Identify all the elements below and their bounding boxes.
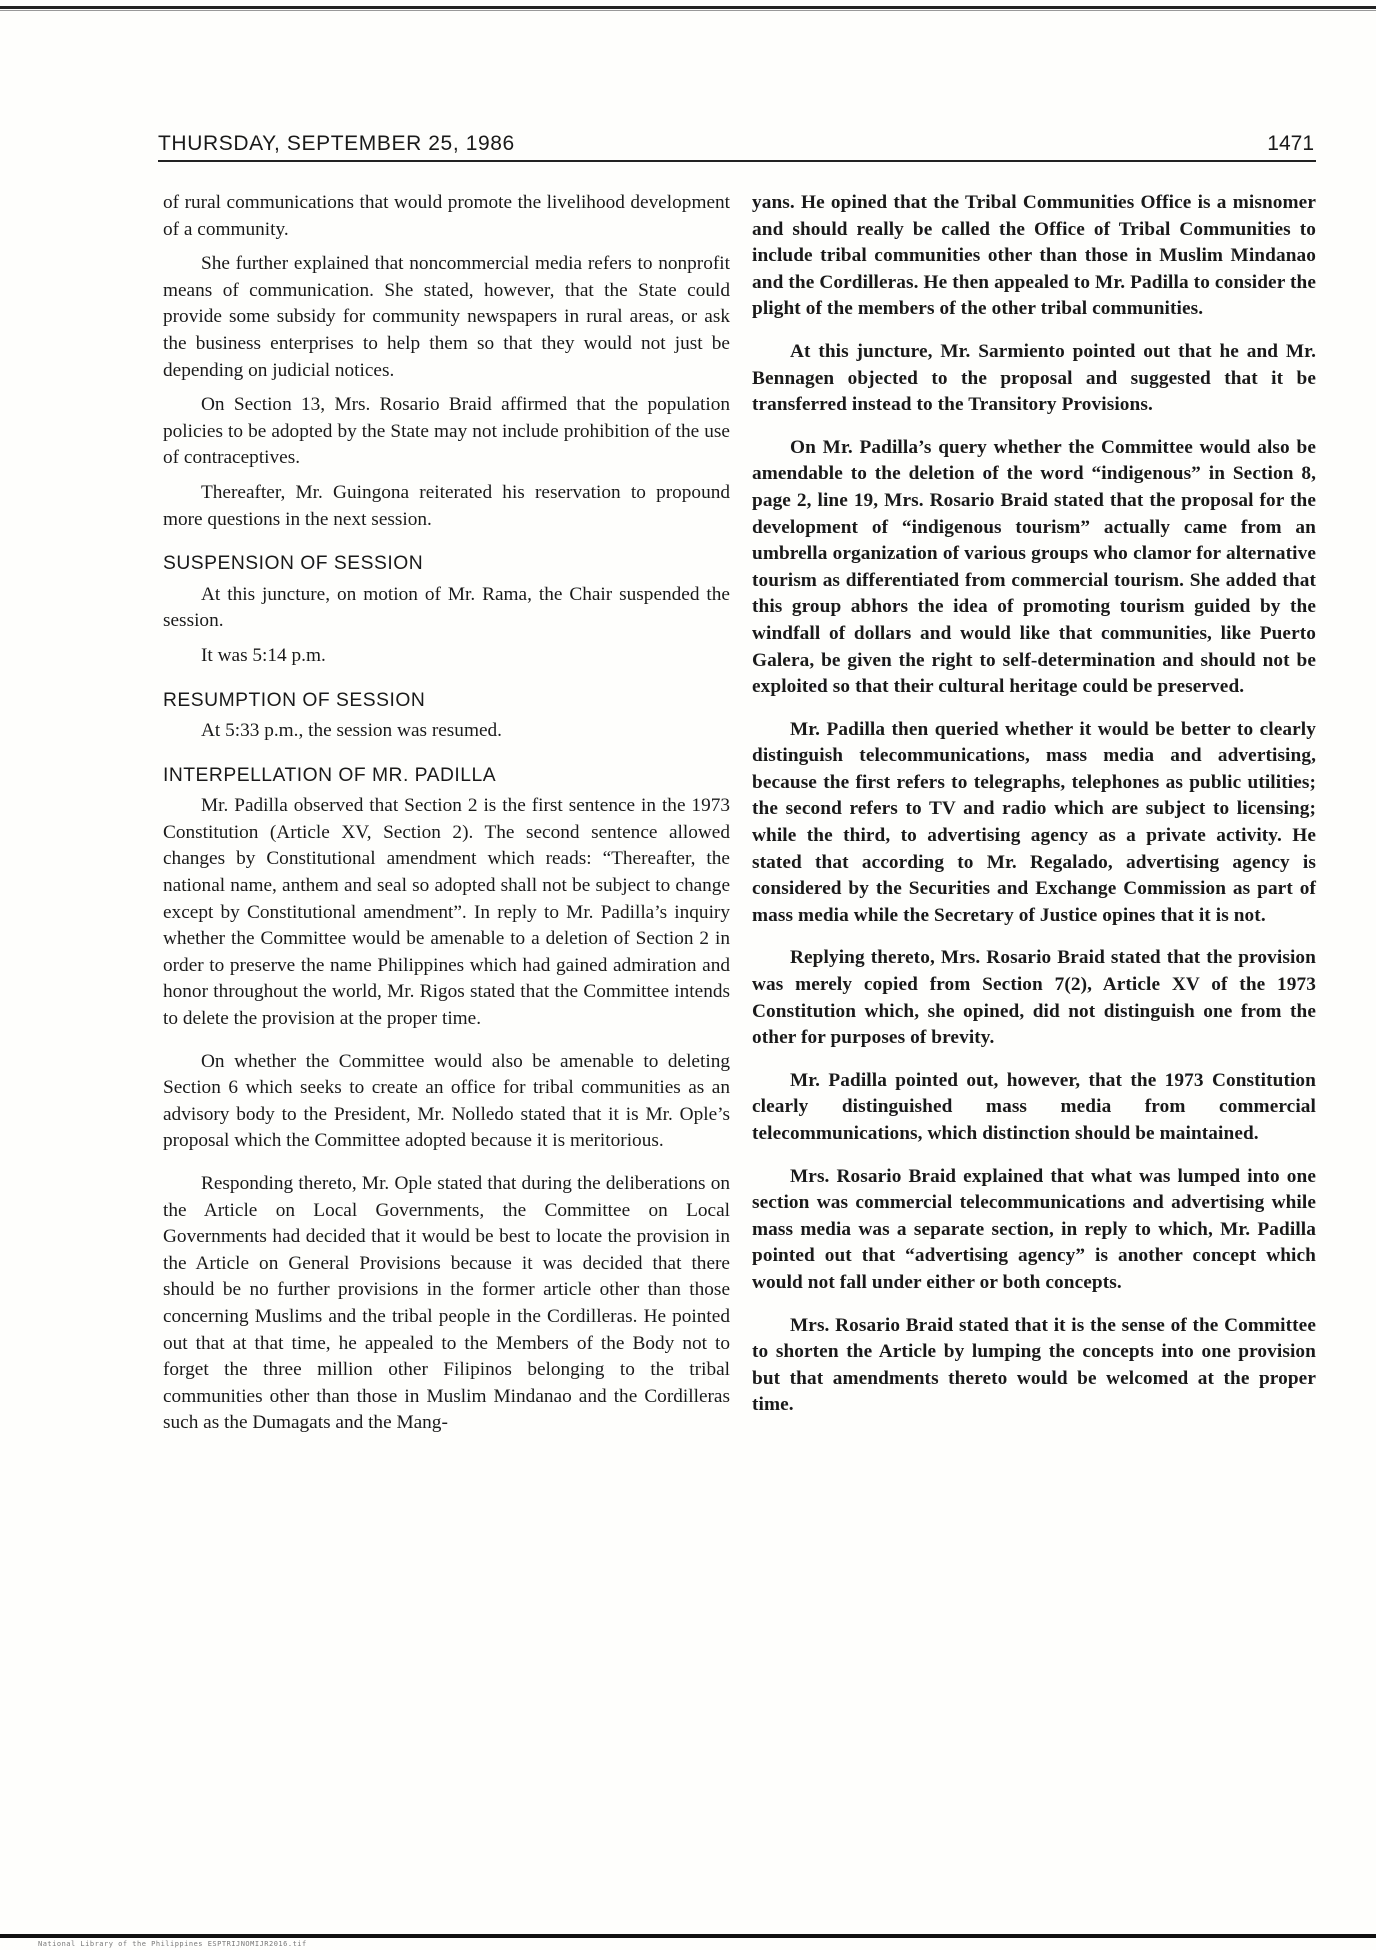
left-paragraph-5: At this juncture, on motion of Mr. Rama, the Chair suspended the session. bbox=[163, 583, 730, 632]
right-paragraph-8: Mrs. Rosario Braid stated that it is the sense of the Committee to shorten the Article by lumping the concepts into one provision but that amendments thereto would be welcomed at the proper time. bbox=[752, 1314, 1316, 1416]
heading-resumption: RESUMPTION OF SESSION bbox=[163, 689, 426, 711]
right-column bbox=[752, 190, 1316, 1419]
left-paragraph-9: On whether the Committee would also be amenable to deleting Section 6 which seeks to create an office for tribal communities as an advisory body to the President, Mr. Nolledo stated that it is Mr. Ople’s proposal which the Committee adopted because it is meritorious. bbox=[163, 1050, 730, 1152]
right-paragraph-1: yans. He opined that the Tribal Communities Office is a misnomer and should really be called the Office of Tribal Communities to include tribal communities other than those in Muslim Mindanao and the Cordilleras. He then appealed to Mr. Padilla to consider the plight of the members of the other tribal communities. bbox=[752, 192, 1316, 320]
left-paragraph-2: She further explained that noncommercial media refers to nonprofit means of communication. She stated, however, that the State could provide some subsidy for community newspapers in rural areas, or ask the business enterprises to help them so that they would not just be depending on judicial notices. bbox=[163, 253, 730, 381]
right-paragraph-2: At this juncture, Mr. Sarmiento pointed out that he and Mr. Bennagen objected to the proposal and suggested that it be transferred instead to the Transitory Provisions. bbox=[752, 340, 1316, 416]
right-paragraph-6: Mr. Padilla pointed out, however, that the 1973 Constitution clearly distinguished mass media from commercial telecommunications, which distinction should be maintained. bbox=[752, 1069, 1316, 1144]
scan-footer-stamp: National Library of the Philippines ESPTRIJNOMIJR2016.tif bbox=[38, 1940, 307, 1948]
left-paragraph-6: It was 5:14 p.m. bbox=[201, 644, 326, 666]
heading-suspension: SUSPENSION OF SESSION bbox=[163, 553, 424, 575]
header-rule bbox=[158, 160, 1316, 162]
top-edge-rule bbox=[0, 6, 1376, 9]
right-paragraph-4: Mr. Padilla then queried whether it would be better to clearly distinguish telecommunications, mass media and advertising, because the first refers to telegraphs, telephones as public utilities; the second refers to TV and radio which are subject to licensing; while the third, to advertising agency as a private activity. He stated that according to Mr. Regalado, advertising agency is considered by the Securities and Exchange Commission as part of mass media while the Secretary of Justice opines that it is not. bbox=[752, 718, 1316, 926]
left-column bbox=[163, 190, 730, 1437]
heading-interpellation: INTERPELLATION OF MR. PADILLA bbox=[163, 764, 497, 786]
left-paragraph-1: of rural communications that would promote the livelihood development of a community. bbox=[163, 192, 730, 240]
left-paragraph-10: Responding thereto, Mr. Ople stated that during the deliberations on the Article on Local Governments, the Committee on Local Governments had decided that it would be best to locate the provision in the Article on General Provisions because it was decided that there should be no further provisions in the former article other than those concerning Muslims and the tribal people in the Cordilleras. He pointed out that at that time, he appealed to the Members of the Body not to forget the three million other Filipinos belonging to the tribal communities other than those in Muslim Mindanao and the Cordilleras such as the Dumagats and the Mang- bbox=[163, 1173, 730, 1434]
right-paragraph-7: Mrs. Rosario Braid explained that what was lumped into one section was commercial telecommunications and advertising while mass media was a separate section, in reply to which, Mr. Padilla pointed out that “advertising agency” is another concept which would not fall under either or both concepts. bbox=[752, 1165, 1316, 1293]
left-paragraph-4: Thereafter, Mr. Guingona reiterated his reservation to propound more questions in the next session. bbox=[163, 481, 730, 530]
left-paragraph-7: At 5:33 p.m., the session was resumed. bbox=[201, 720, 502, 742]
bottom-edge-rule bbox=[0, 1934, 1376, 1938]
page-number: 1471 bbox=[1267, 132, 1314, 155]
left-paragraph-8: Mr. Padilla observed that Section 2 is the first sentence in the 1973 Constitution (Article XV, Section 2). The second sentence allowed changes by Constitutional amendment which reads: “Thereafter, the national name, anthem and seal so adopted shall not be subject to change except by Constitutional amendment”. In reply to Mr. Padilla’s inquiry whether the Committee would be amenable to a deletion of Section 2 in order to preserve the name Philippines which had gained admiration and honor throughout the world, Mr. Rigos stated that the Committee intends to delete the provision at the proper time. bbox=[163, 795, 730, 1030]
right-paragraph-5: Replying thereto, Mrs. Rosario Braid stated that the provision was merely copied from Section 7(2), Article XV of the 1973 Constitution which, she opined, did not distinguish one from the other for purposes of brevity. bbox=[752, 947, 1316, 1049]
top-edge-shadow bbox=[0, 10, 1376, 11]
right-paragraph-3: On Mr. Padilla’s query whether the Committee would also be amendable to the deletion of the word “indigenous” in Section 8, page 2, line 19, Mrs. Rosario Braid stated that the proposal for the development of “indigenous tourism” actually came from an umbrella organization of various groups who clamor for alternative tourism as differentiated from commercial tourism. She added that this group abhors the idea of promoting tourism guided by the windfall of dollars and would like that communities, like Puerto Galera, be given the right to self-determination and should not be exploited so that their cultural heritage could be preserved. bbox=[752, 436, 1316, 698]
header-date: THURSDAY, SEPTEMBER 25, 1986 bbox=[158, 132, 515, 155]
left-paragraph-3: On Section 13, Mrs. Rosario Braid affirmed that the population policies to be adopted by the State may not include prohibition of the use of contraceptives. bbox=[163, 394, 730, 469]
